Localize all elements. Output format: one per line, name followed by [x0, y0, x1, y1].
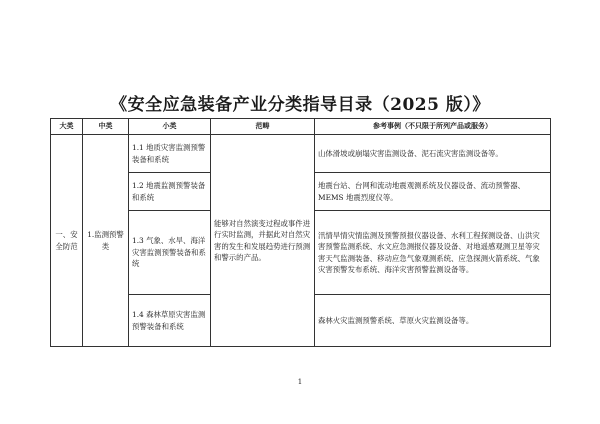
- document-title: 《安全应急装备产业分类指导目录（2025 版）》: [110, 95, 490, 115]
- major-category-cell: 一、安全防范: [51, 135, 83, 347]
- header-major-category: 大类: [51, 119, 83, 135]
- header-minor-category: 小类: [129, 119, 211, 135]
- mid-category-cell: 1.监测预警类: [83, 135, 129, 347]
- catalog-table: [50, 118, 551, 347]
- table-row: [51, 135, 551, 173]
- header-mid-category: 中类: [83, 119, 129, 135]
- header-examples: 参考事例（不只限于所列产品或服务）: [315, 119, 551, 135]
- minor-category-cell: 1.2 地震监测预警装备和系统: [129, 173, 211, 211]
- header-scope: 范畴: [211, 119, 315, 135]
- minor-category-cell: 1.4 森林草原灾害监测预警装备和系统: [129, 295, 211, 347]
- examples-cell: 地震台站、台网和流动地震观测系统及仪器设备、流动预警器、MEMS 地震烈度仪等。: [315, 173, 551, 211]
- minor-category-cell: 1.1 地质灾害监测预警装备和系统: [129, 135, 211, 173]
- table-header-row: [51, 119, 551, 135]
- scope-cell: 能够对自然演变过程或事件进行实时监测，并据此对自然灾害的发生和发展趋势进行预测和警示的产品。: [211, 135, 315, 347]
- examples-cell: 森林火灾监测预警系统、草原火灾监测设备等。: [315, 295, 551, 347]
- page-number: 1: [297, 378, 303, 386]
- minor-category-cell: 1.3 气象、水旱、海洋灾害监测预警装备和系统: [129, 211, 211, 295]
- examples-cell: 汛情旱情灾情监测及预警预报仪器设备、水利工程探测设备、山洪灾害预警监测系统、水文应急测报仪器及设备、对地遥感观测卫星等灾害天气监测装备、移动应急气象观测系统、应急探测火箭系统、气象灾害预警发布系统、海洋灾害预警监测设备等。: [315, 211, 551, 295]
- examples-cell: 山体滑坡或崩塌灾害监测设备、泥石流灾害监测设备等。: [315, 135, 551, 173]
